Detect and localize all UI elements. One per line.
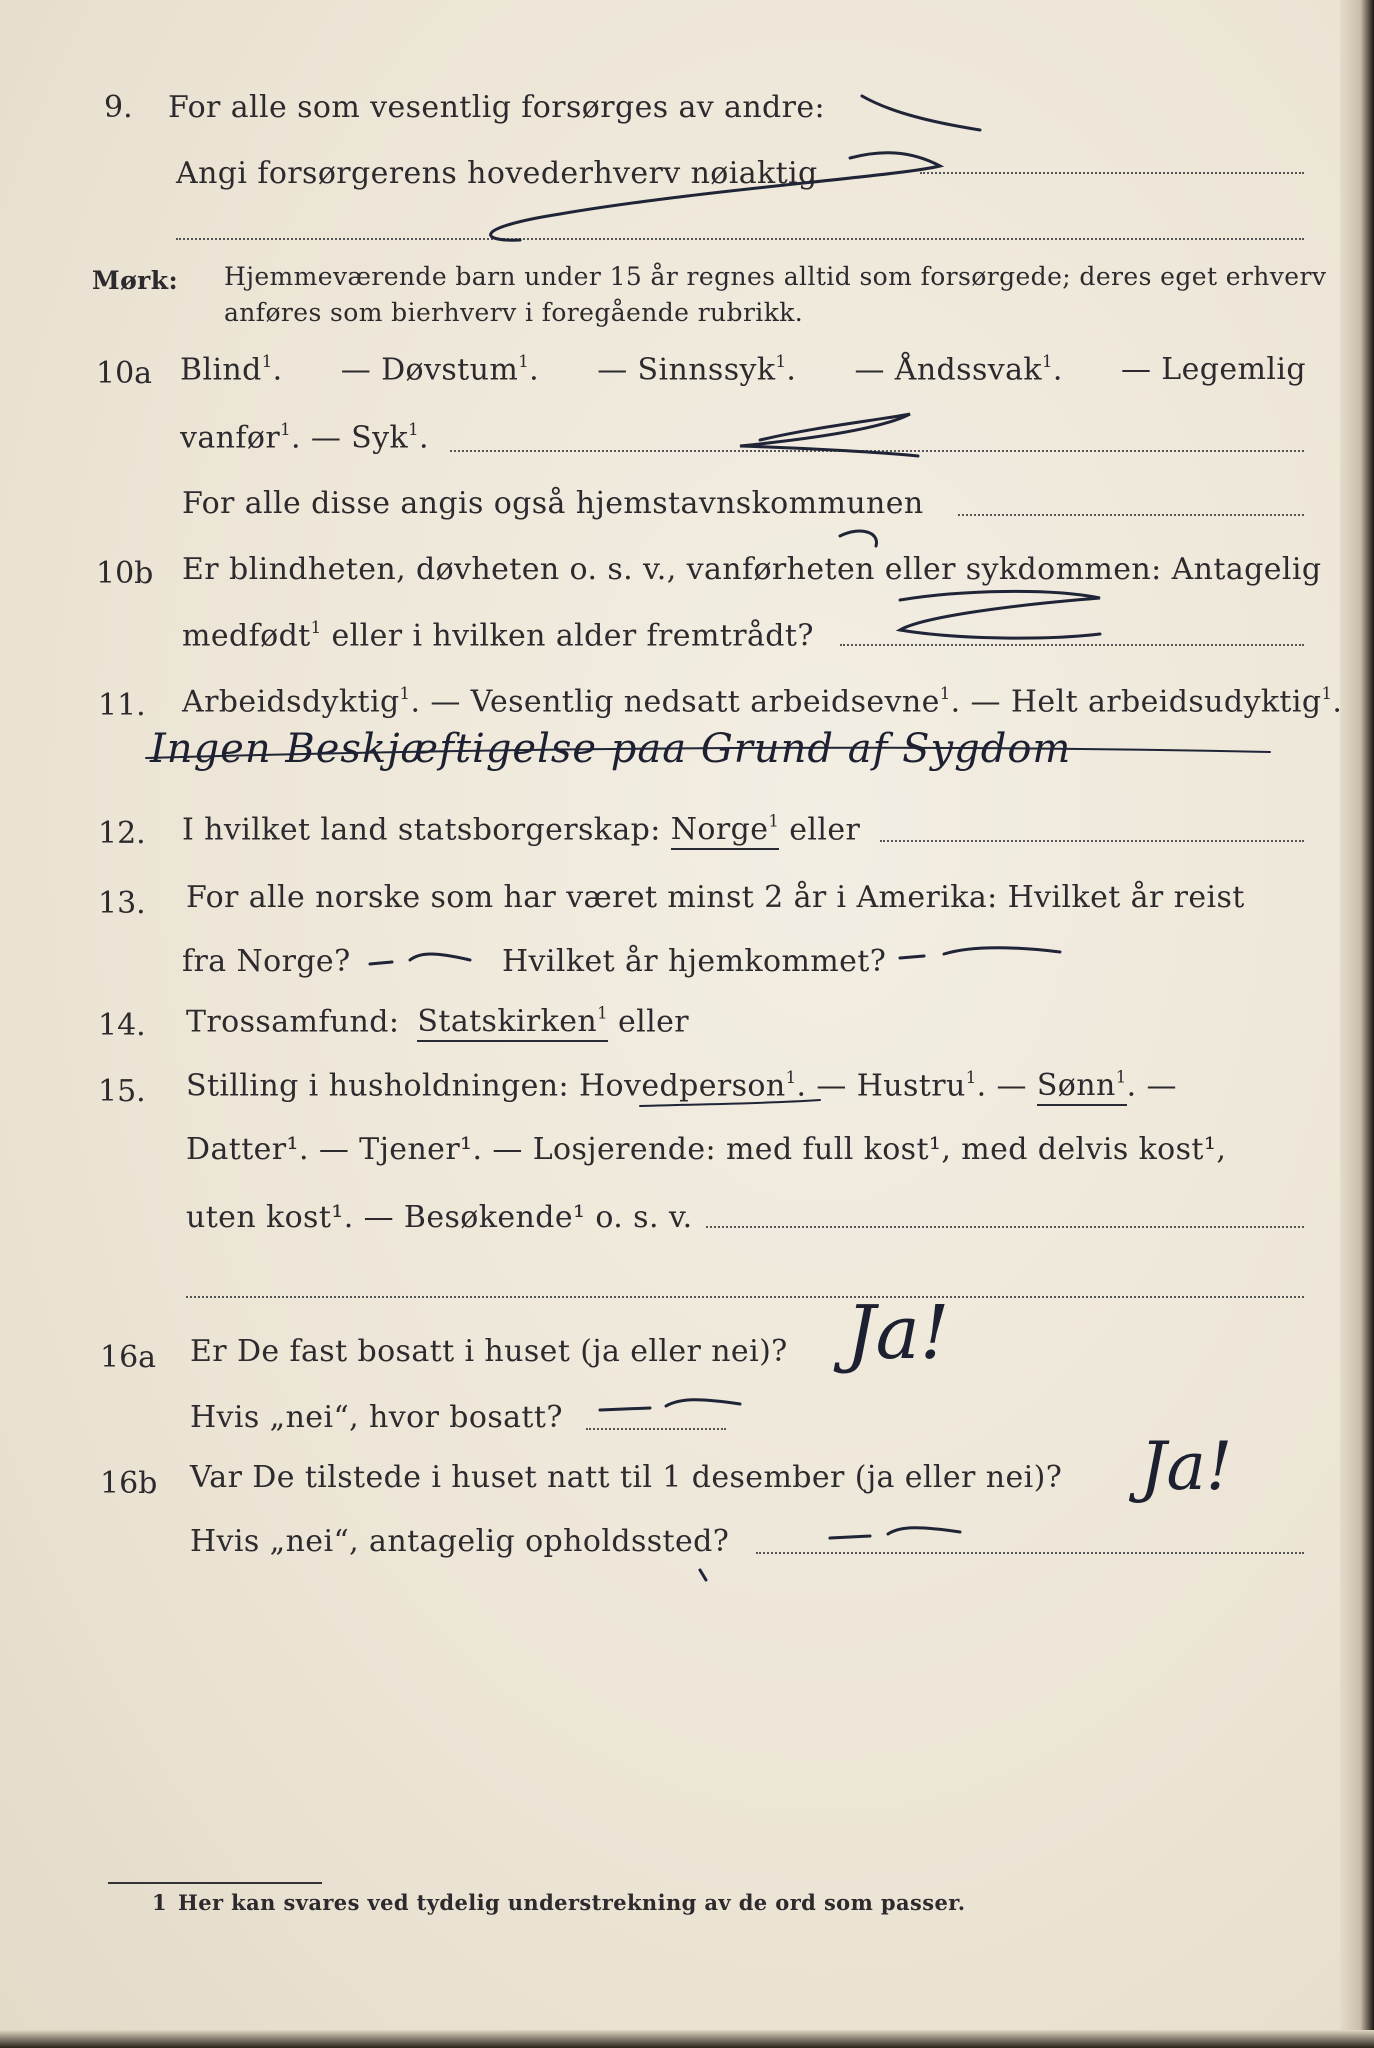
q16a-number: 16a xyxy=(100,1340,157,1375)
option-blind: Blind$^1$. xyxy=(180,352,283,388)
footnote-mark: 1 xyxy=(152,1890,168,1915)
q11-underline-stroke xyxy=(146,748,1270,758)
q15-line2: Datter¹. — Tjener¹. — Losjerende: med full kost¹, med delvis kost¹, xyxy=(186,1132,1227,1167)
q9-number: 9. xyxy=(104,90,133,125)
option-legemlig: — Legemlig xyxy=(1120,352,1306,387)
q15-underline-stroke xyxy=(640,1100,820,1106)
q15-number: 15. xyxy=(98,1074,146,1109)
q11-line: Arbeidsdyktig$^1$. — Vesentlig nedsatt arbeidsevne$^1$. — Helt arbeidsudyktig$^1$. xyxy=(182,684,1343,720)
q13-line2b: Hvilket år hjemkommet? xyxy=(502,944,887,979)
q14-option-underlined: Statskirken$^1$ xyxy=(417,1004,608,1042)
q16b-dash xyxy=(830,1528,960,1538)
q11-number: 11. xyxy=(98,688,146,723)
q11-handwritten-answer: Ingen Beskjæftigelse paa Grund af Sygdom xyxy=(150,726,1072,772)
q12-line: I hvilket land statsborgerskap: Norge$^1$ eller xyxy=(182,812,860,847)
q15-line3: uten kost¹. — Besøkende¹ o. s. v. xyxy=(186,1200,693,1235)
q14-line: Trossamfund: Statskirken$^1$ eller xyxy=(186,1004,689,1039)
option-dovstum: — Døvstum$^1$. xyxy=(340,352,540,388)
q10a-stroke xyxy=(740,414,918,456)
q10b-stroke xyxy=(900,591,1100,638)
q10a-line3: For alle disse angis også hjemstavnskommunen xyxy=(182,486,924,521)
q15-option-underlined: Sønn$^1$ xyxy=(1037,1068,1127,1106)
q10b-line2: medfødt$^1$ eller i hvilken alder fremtrådt? xyxy=(182,618,814,654)
q14-number: 14. xyxy=(98,1008,146,1043)
q9-line2: Angi forsørgerens hovederhverv nøiaktig xyxy=(176,156,818,191)
q16a-line1: Er De fast bosatt i huset (ja eller nei)? xyxy=(190,1334,788,1369)
q9-long-stroke xyxy=(491,153,940,240)
merk-line1: Hjemmeværende barn under 15 år regnes alltid som forsørgede; deres eget erhverv xyxy=(224,262,1327,291)
q10b-line1: Er blindheten, døvheten o. s. v., vanførheten eller sykdommen: Antagelig xyxy=(182,552,1322,587)
q10a-number: 10a xyxy=(96,356,153,391)
q13-dash-1 xyxy=(370,954,470,964)
merk-line2: anføres som bierhverv i foregående rubrikk. xyxy=(224,298,804,327)
q10b-number: 10b xyxy=(96,556,154,591)
q9-line1: For alle som vesentlig forsørges av andre: xyxy=(168,90,826,125)
q12-option-underlined: Norge$^1$ xyxy=(671,812,780,850)
q10a-line2: vanfør$^1$. — Syk$^1$. xyxy=(180,420,429,456)
footnote-text: Her kan svares ved tydelig understrekning av de ord som passer. xyxy=(178,1890,966,1915)
q12-number: 12. xyxy=(98,816,146,851)
q10b-tick xyxy=(840,531,877,546)
q13-line2a: fra Norge? xyxy=(182,944,351,979)
option-andssvak: — Åndssvak$^1$. xyxy=(854,352,1063,388)
q13-line1: For alle norske som har været minst 2 år i Amerika: Hvilket år reist xyxy=(186,880,1245,915)
q13-number: 13. xyxy=(98,886,146,921)
q16a-handwritten-answer: Ja! xyxy=(846,1290,950,1376)
option-sinnssyk: — Sinnssyk$^1$. xyxy=(597,352,797,388)
q16a-line2: Hvis „nei“, hvor bosatt? xyxy=(190,1400,563,1435)
q16b-line1: Var De tilstede i huset natt til 1 desember (ja eller nei)? xyxy=(190,1460,1063,1495)
merk-label: Mørk: xyxy=(92,266,179,295)
q16b-line2: Hvis „nei“, antagelig opholdssted? xyxy=(190,1524,730,1559)
q16b-handwritten-answer: Ja! xyxy=(1140,1428,1233,1505)
q15-line1: Stilling i husholdningen: Hovedperson$^1$. — Hustru$^1$. — Sønn$^1$. — xyxy=(186,1068,1177,1103)
ink-spot xyxy=(700,1570,706,1580)
q13-dash-2 xyxy=(900,948,1060,958)
q16b-number: 16b xyxy=(100,1466,158,1501)
q16a-dash xyxy=(600,1400,740,1410)
q9-dash-stroke xyxy=(862,96,980,130)
